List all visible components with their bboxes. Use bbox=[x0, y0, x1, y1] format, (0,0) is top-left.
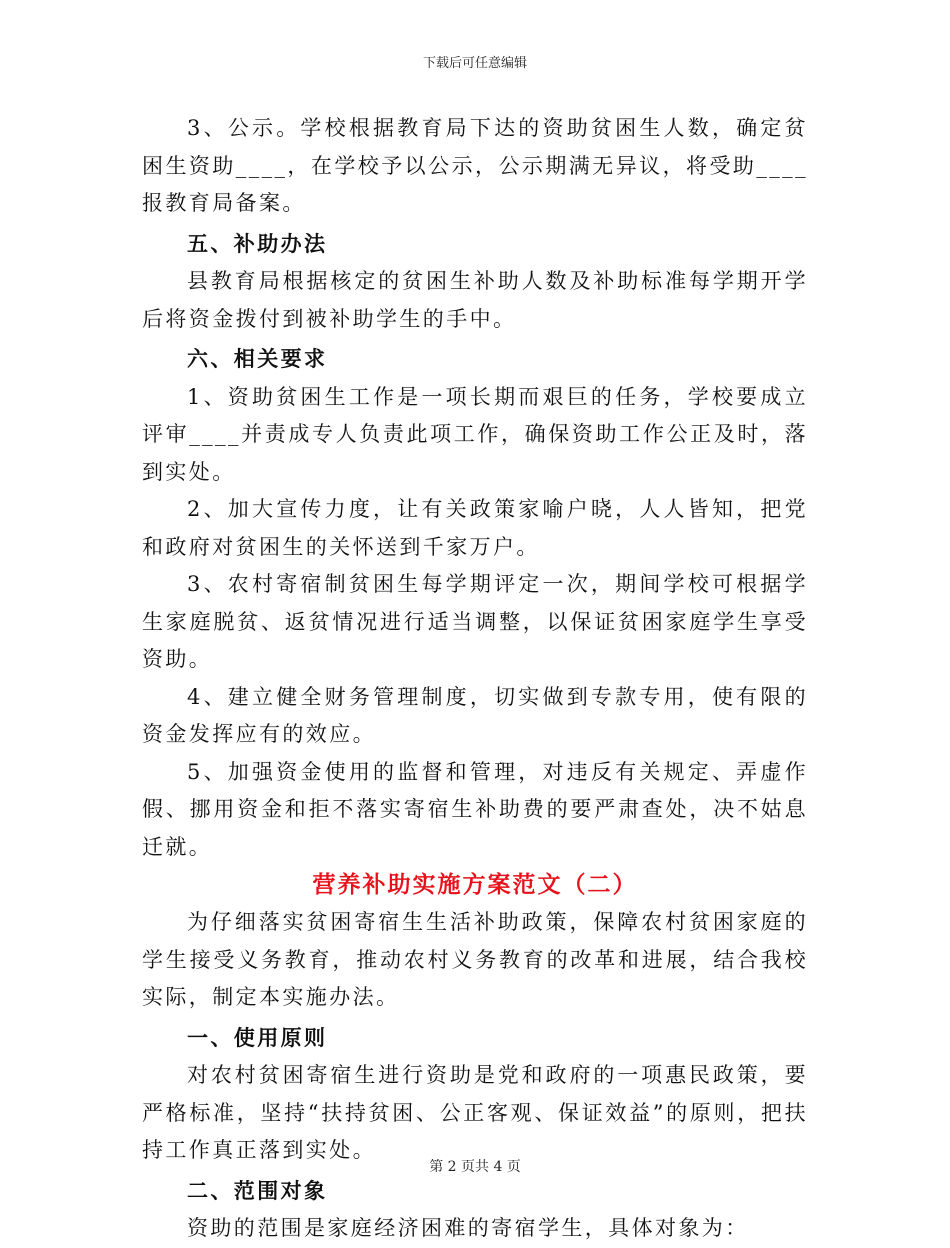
paragraph-requirement-1: 1、资助贫困生工作是一项长期而艰巨的任务，学校要成立评审____并责成专人负责此项工作，确保资助工作公正及时，落到实处。 bbox=[142, 384, 808, 484]
document-body bbox=[142, 110, 808, 1248]
paragraph-subsidy-method: 县教育局根据核定的贫困生补助人数及补助标准每学期开学后将资金拨付到被补助学生的手中。 bbox=[142, 269, 808, 331]
paragraph-requirement-3: 3、农村寄宿制贫困生每学期评定一次，期间学校可根据学生家庭脱贫、返贫情况进行适当调整，以保证贫困家庭学生享受资助。 bbox=[142, 572, 808, 671]
heading-principles: 一、使用原则 bbox=[187, 1025, 328, 1050]
paragraph-principles: 对农村贫困寄宿生进行资助是党和政府的一项惠民政策，要严格标准，坚持“扶持贫困、公正客观、保证效益”的原则，把扶持工作真正落到实处。 bbox=[142, 1063, 808, 1162]
paragraph-publicity: 3、公示。学校根据教育局下达的资助贫困生人数，确定贫困生资助____，在学校予以公示，公示期满无异议，将受助____报教育局备案。 bbox=[142, 116, 808, 215]
paragraph-requirement-5: 5、加强资金使用的监督和管理，对违反有关规定、弄虚作假、挪用资金和拒不落实寄宿生补助费的要严肃查处，决不姑息迁就。 bbox=[142, 759, 808, 859]
heading-scope: 二、范围对象 bbox=[187, 1178, 328, 1203]
paragraph-scope: 资助的范围是家庭经济困难的寄宿学生，具体对象为： bbox=[187, 1216, 749, 1240]
page-header: 下载后可任意编辑 bbox=[422, 56, 527, 71]
page-footer: 第 2 页共 4 页 bbox=[429, 1159, 521, 1175]
heading-requirements: 六、相关要求 bbox=[187, 347, 328, 371]
heading-subsidy-method: 五、补助办法 bbox=[187, 231, 328, 256]
paragraph-requirement-4: 4、建立健全财务管理制度，切实做到专款专用，使有限的资金发挥应有的效应。 bbox=[142, 684, 808, 746]
section-title: 营养补助实施方案范文（二） bbox=[312, 872, 638, 898]
paragraph-requirement-2: 2、加大宣传力度，让有关政策家喻户晓，人人皆知，把党和政府对贫困生的关怀送到千家万户。 bbox=[142, 497, 808, 559]
paragraph-intro: 为仔细落实贫困寄宿生生活补助政策，保障农村贫困家庭的学生接受义务教育，推动农村义务教育的改革和进展，结合我校实际，制定本实施办法。 bbox=[142, 910, 808, 1009]
